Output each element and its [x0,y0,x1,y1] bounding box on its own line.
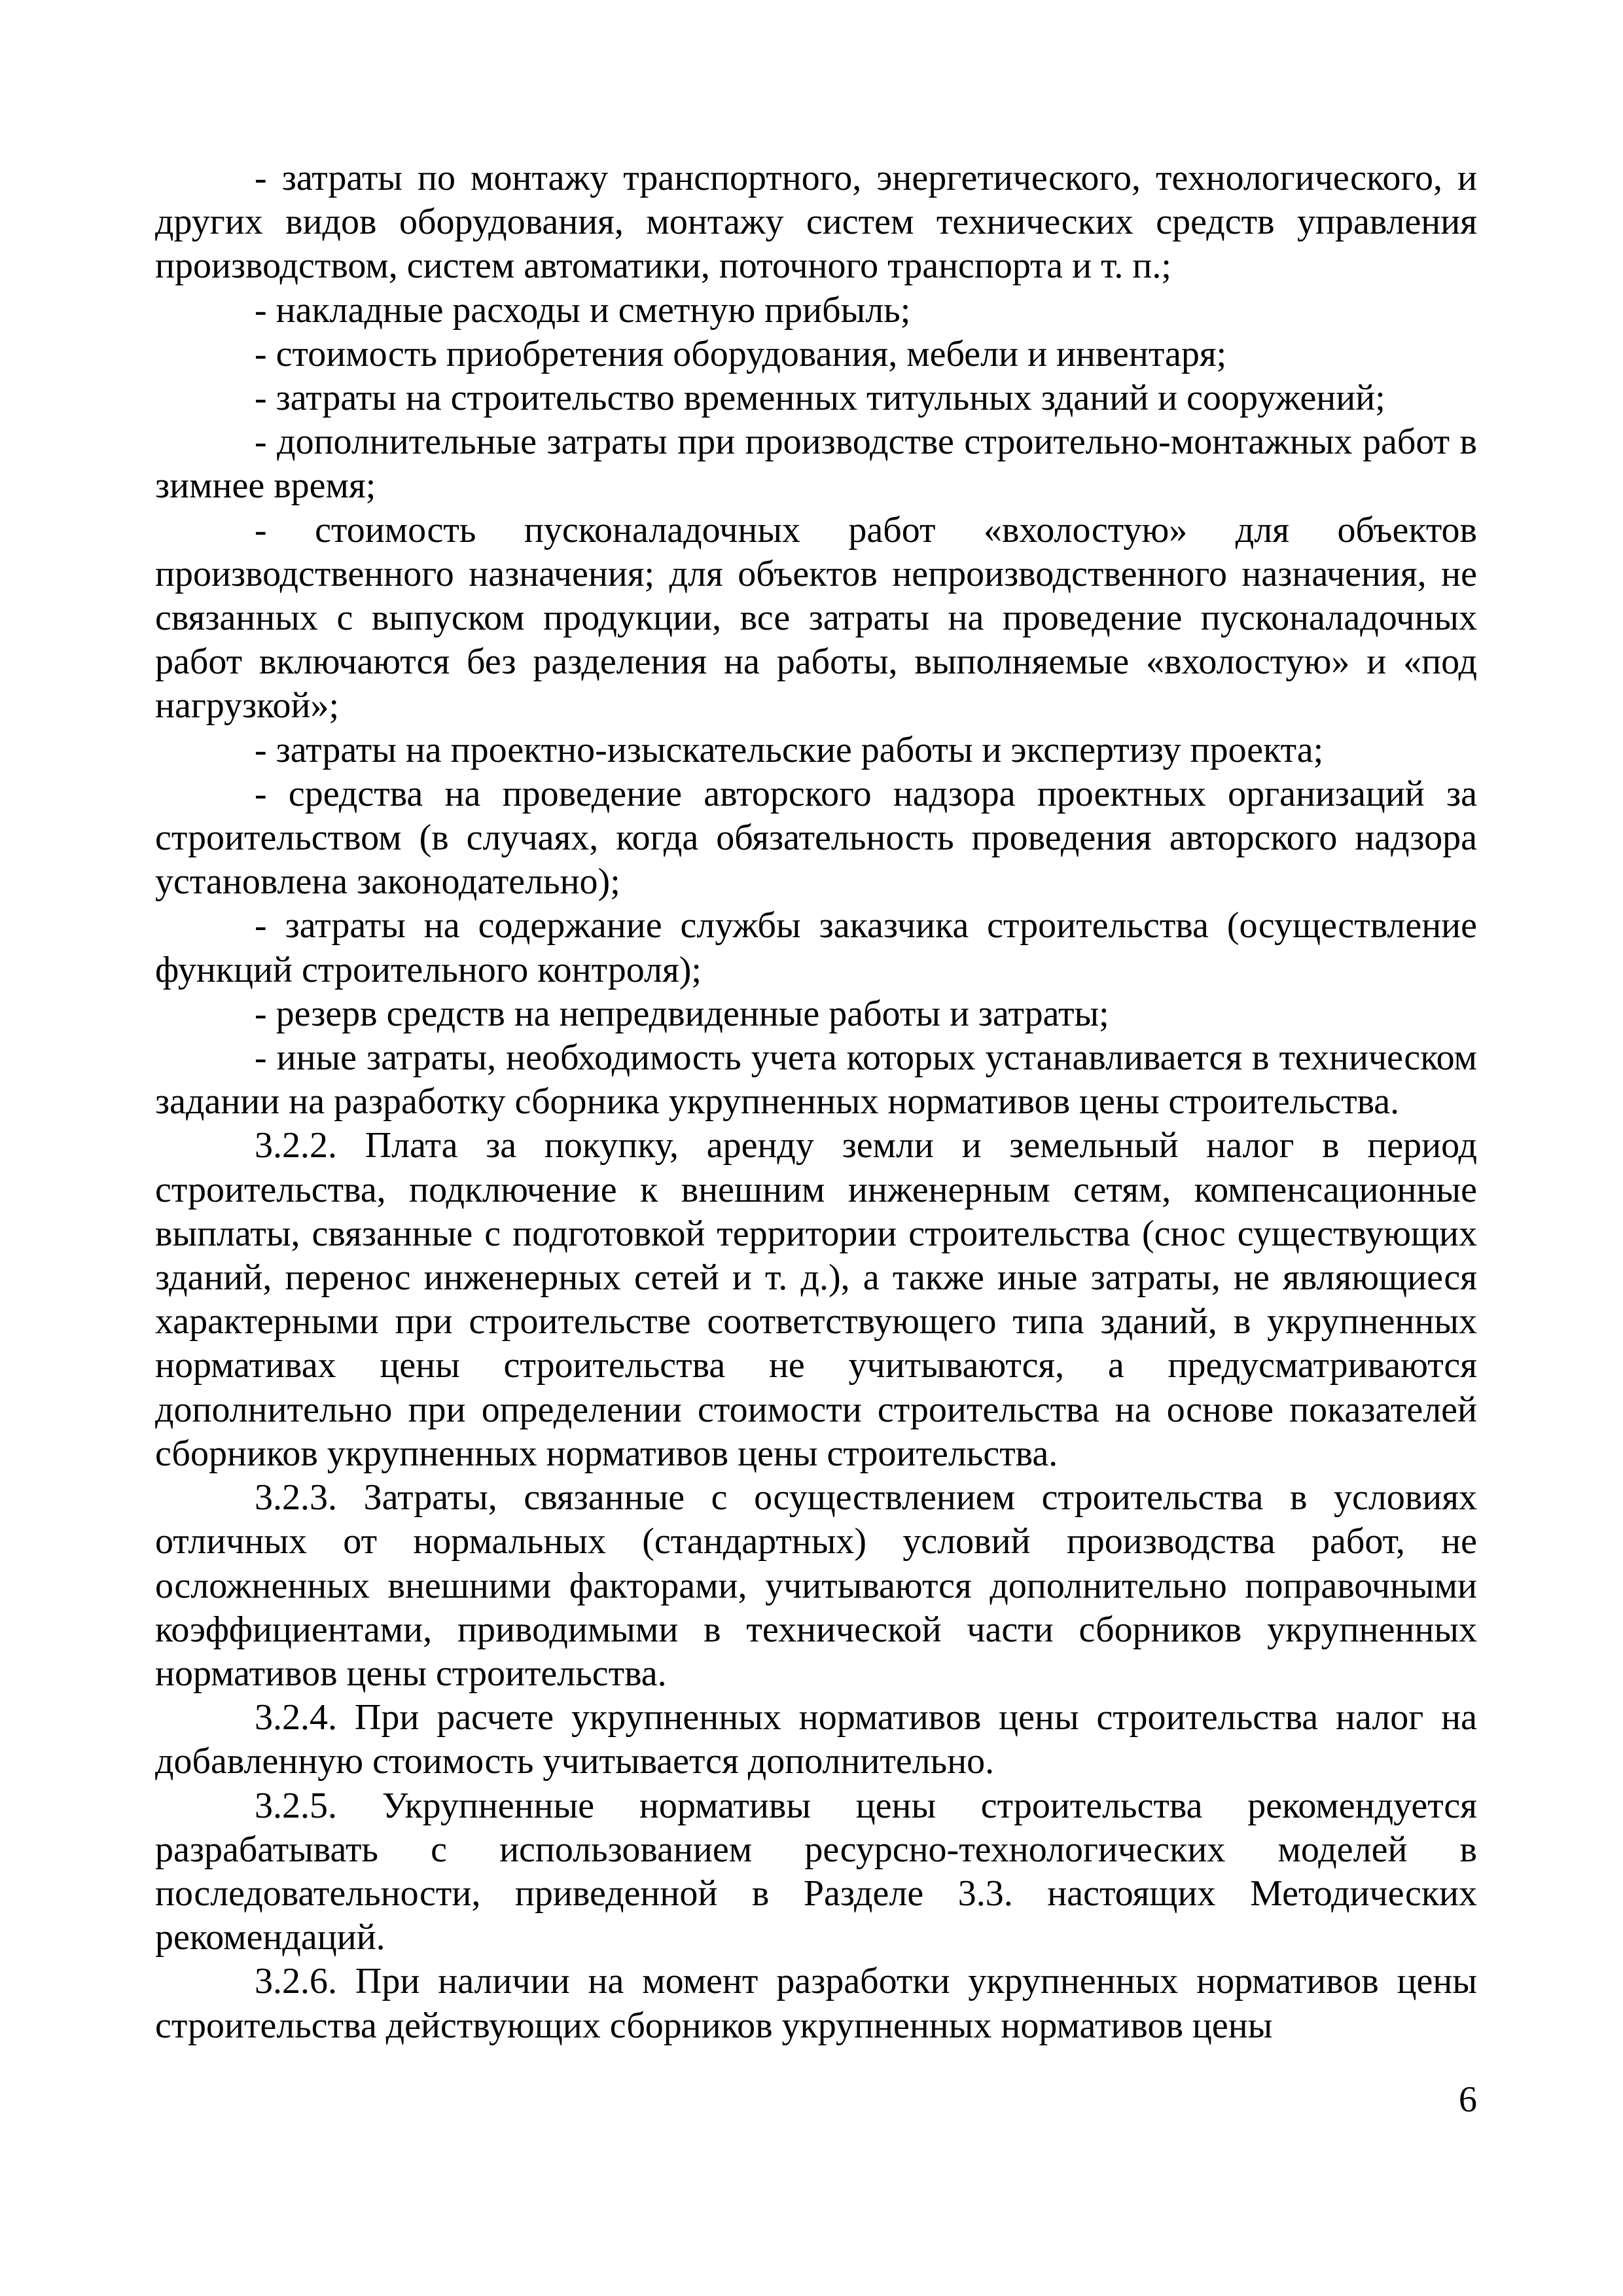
document-body [155,156,1477,2048]
paragraph-temporary-buildings: - затраты на строительство временных титульных зданий и сооружений; [255,378,1385,419]
paragraph-3-2-2: 3.2.2. Плата за покупку, аренду земли и земельный налог в период строительства, подключение к внешним инженерным сетям, компенсационные выплаты, связанные с подготовкой территории строительства (снос существующих зданий, перенос инженерных сетей и т. д.), а также иные затраты, не являющиеся характерными при строительстве соответствующего типа зданий, в укрупненных нормативах цены строительства не учитываются, а предусматриваются дополнительно при определении стоимости строительства на основе показателей сборников укрупненных нормативов цены строительства. [155,1125,1477,1474]
paragraph-winter-works: - дополнительные затраты при производстве строительно-монтажных работ в зимнее время; [155,422,1477,507]
paragraph-author-supervision: - средства на проведение авторского надзора проектных организаций за строительством (в случаях, когда обязательность проведения авторского надзора установлена законодательно); [155,773,1477,903]
paragraph-contingency-reserve: - резерв средств на непредвиденные работы и затраты; [255,993,1109,1034]
paragraph-3-2-5: 3.2.5. Укрупненные нормативы цены строительства рекомендуется разрабатывать с использованием ресурсно-технологических моделей в последовательности, приведенной в Разделе 3.3. настоящих Методических рекомендаций. [155,1785,1477,1958]
paragraph-other-costs: - иные затраты, необходимость учета которых устанавливается в техническом задании на разработку сборника укрупненных нормативов цены строительства. [155,1037,1477,1122]
paragraph-customer-service: - затраты на содержание службы заказчика строительства (осуществление функций строительного контроля); [155,905,1477,990]
paragraph-equipment-furniture-cost: - стоимость приобретения оборудования, мебели и инвентаря; [255,333,1227,374]
paragraph-overhead-and-profit: - накладные расходы и сметную прибыль; [255,289,911,331]
page-number: 6 [1459,2079,1477,2120]
paragraph-commissioning-works: - стоимость пусконаладочных работ «вхолостую» для объектов производственного назначения; для объектов непроизводственного назначения, не связанных с выпуском продукции, все затраты на проведение пусконаладочных работ включаются без разделения на работы, выполняемые «вхолостую» и «под нагрузкой»; [155,509,1477,726]
paragraph-survey-and-expertise: - затраты на проектно-изыскательские работы и экспертизу проекта; [255,729,1324,770]
paragraph-equipment-installation-costs: - затраты по монтажу транспортного, энергетического, технологического, и других видов оборудования, монтажу систем технических средств управления производством, систем автоматики, поточного транспорта и т. п.; [155,158,1477,287]
paragraph-3-2-3: 3.2.3. Затраты, связанные с осуществлением строительства в условиях отличных от нормальных (стандартных) условий производства работ, не осложненных внешними факторами, учитываются дополнительно поправочными коэффициентами, приводимыми в технической части сборников укрупненных нормативов цены строительства. [155,1477,1477,1694]
paragraph-3-2-6: 3.2.6. При наличии на момент разработки укрупненных нормативов цены строительства действующих сборников укрупненных нормативов цены [155,1961,1477,2046]
paragraph-3-2-4: 3.2.4. При расчете укрупненных нормативов цены строительства налог на добавленную стоимость учитывается дополнительно. [155,1697,1477,1782]
